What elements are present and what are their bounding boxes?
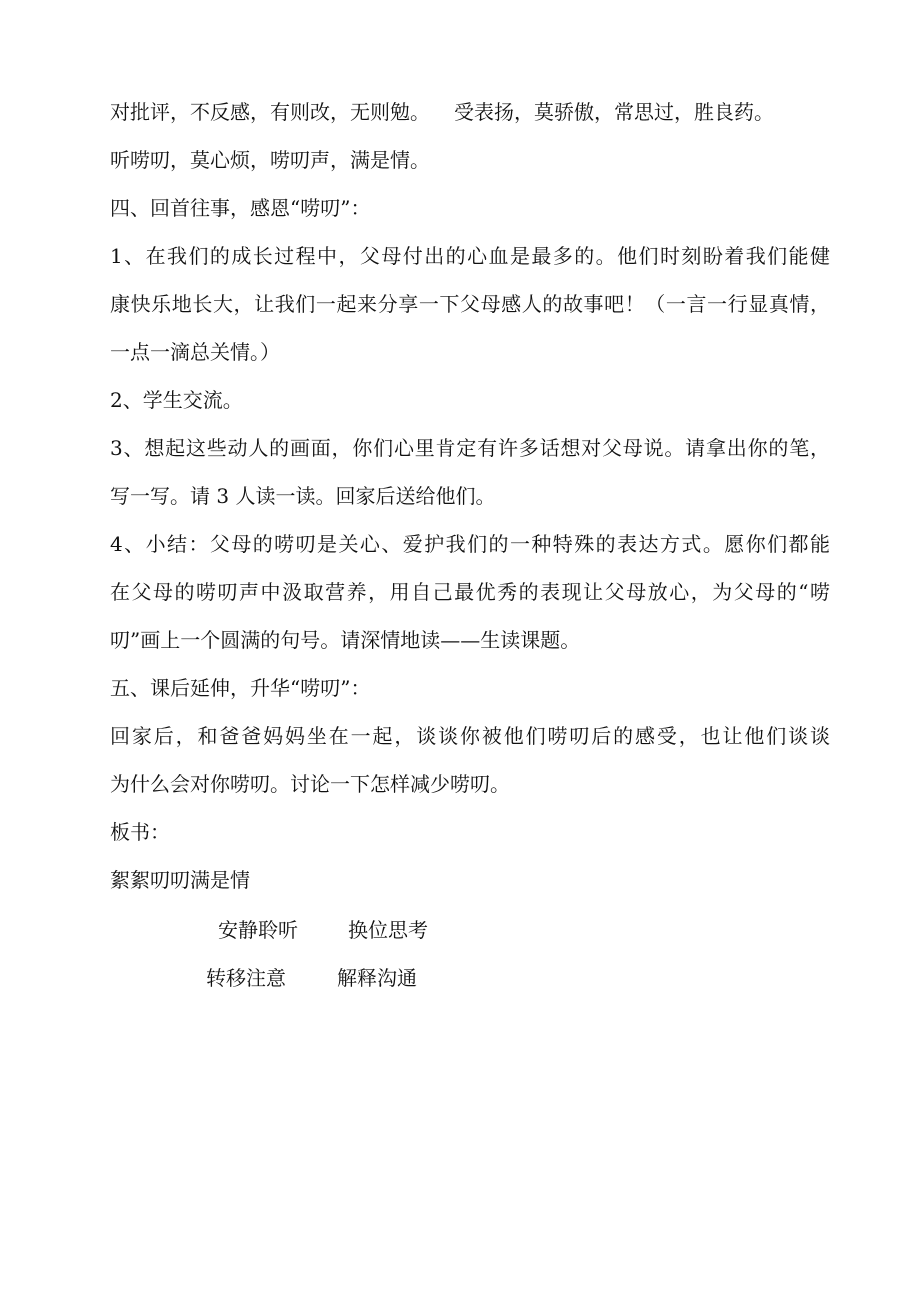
board-item-listen: 安静聆听: [218, 918, 298, 942]
motto-line-1: [110, 98, 830, 126]
motto-line-2: 听唠叨，莫心烦，唠叨声，满是情。: [110, 148, 430, 172]
section-4-heading: 四、回首往事，感恩“唠叨”：: [110, 196, 371, 220]
section-5-heading: 五、课后延伸，升华“唠叨”：: [110, 676, 371, 700]
board-item-empathy: 换位思考: [348, 918, 428, 942]
item-1-line-1: 1、在我们的成长过程中，父母付出的心血是最多的。他们时刻盼着我们能健: [110, 244, 830, 268]
board-item-redirect: 转移注意: [206, 966, 286, 990]
board-item-communicate: 解释沟通: [337, 966, 417, 990]
motto-praise: 受表扬，莫骄傲，常思过，胜良药。: [454, 100, 774, 124]
board-label: 板书：: [110, 820, 170, 844]
item-2: 2、学生交流。: [110, 388, 243, 412]
item-1-line-2: 康快乐地长大，让我们一起来分享一下父母感人的故事吧！（一言一行显真情，: [110, 292, 830, 316]
item-3-line-1: 3、想起这些动人的画面，你们心里肯定有许多话想对父母说。请拿出你的笔，: [110, 436, 830, 460]
motto-criticism: 对批评，不反感，有则改，无则勉。: [110, 100, 430, 124]
item-4-line-1: 4、小结：父母的唠叨是关心、爱护我们的一种特殊的表达方式。愿你们都能: [110, 532, 830, 556]
item-4-line-2: 在父母的唠叨声中汲取营养，用自己最优秀的表现让父母放心，为父母的“唠: [110, 580, 830, 604]
section-5-body-line-1: 回家后，和爸爸妈妈坐在一起，谈谈你被他们唠叨后的感受，也让他们谈谈: [110, 724, 830, 748]
section-5-body-line-2: 为什么会对你唠叨。讨论一下怎样减少唠叨。: [110, 772, 510, 796]
item-1-line-3: 一点一滴总关情。）: [110, 340, 280, 364]
item-3-line-2: 写一写。请 3 人读一读。回家后送给他们。: [110, 484, 496, 508]
board-title: 絮絮叨叨满是情: [110, 868, 250, 892]
item-4-line-3: 叨”画上一个圆满的句号。请深情地读——生读课题。: [110, 628, 581, 652]
